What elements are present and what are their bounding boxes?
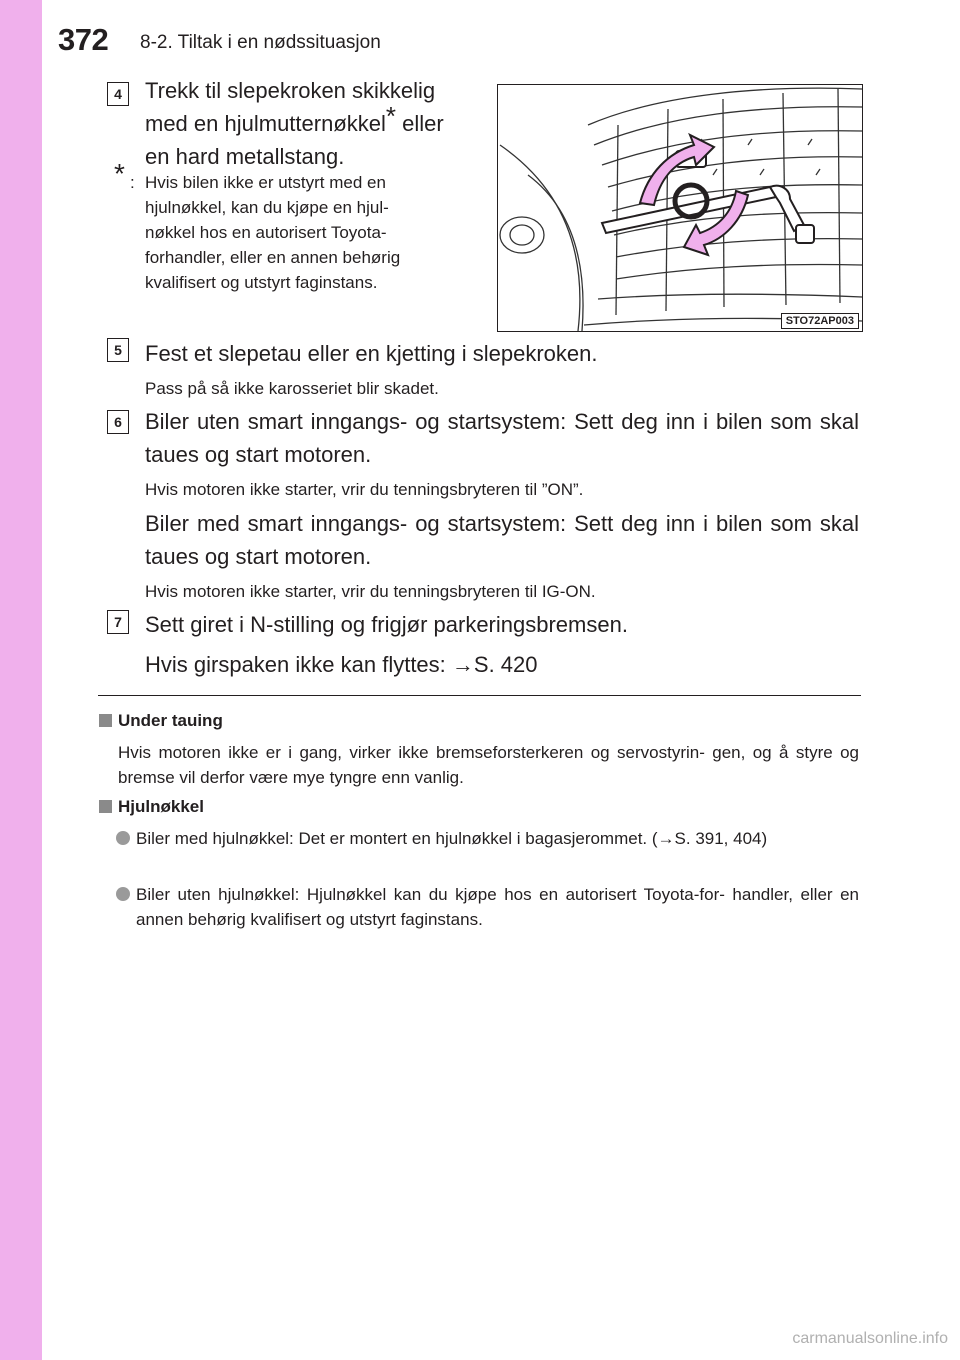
circle-bullet-icon xyxy=(116,887,130,906)
step-7-instruction: Sett giret i N-stilling og frigjør parkeringsbremsen. xyxy=(145,612,628,637)
info-heading-wrench: Hjulnøkkel xyxy=(99,794,204,819)
section-divider xyxy=(98,695,861,696)
footnote-text: Hvis bilen ikke er utstyrt med en hjulnøkkel, kan du kjøpe en hjul- nøkkel hos en autorisert Toyota- forhandler, eller en annen behørig kvalifisert og utstyrt faginstans. xyxy=(145,173,401,292)
section-color-strip xyxy=(0,0,42,1360)
grille-wrench-drawing xyxy=(498,85,862,331)
footer-watermark: carmanualsonline.info xyxy=(792,1330,948,1347)
step-number-5: 5 xyxy=(107,338,129,362)
step-6-note: Hvis motoren ikke starter, vrir du tenningsbryteren til ”ON”. xyxy=(145,480,584,499)
info-bullet-2: Biler uten hjulnøkkel: Hjulnøkkel kan du kjøpe hos en autorisert Toyota-for- handler, eller en annen behørig kvalifisert og utstyrt faginstans. xyxy=(136,885,859,929)
step-5-instruction: Fest et slepetau eller en kjetting i slepekroken. xyxy=(145,341,598,366)
step-4-line-2: med en hjulmutternøkkel* eller xyxy=(145,101,444,136)
footnote-asterisk: * xyxy=(114,158,125,189)
square-bullet-icon xyxy=(99,800,112,813)
info-heading-towing: Under tauing xyxy=(99,708,223,733)
step-5-note: Pass på så ikke karosseriet blir skadet. xyxy=(145,379,439,398)
section-title: 8-2. Tiltak i en nødssituasjon xyxy=(140,32,381,53)
figure-code: STO72AP003 xyxy=(781,313,859,329)
step-number-4: 4 xyxy=(107,82,129,106)
info-bullet-1: Biler med hjulnøkkel: Det er montert en hjulnøkkel i bagasjerommet. (→S. 391, 404) xyxy=(136,829,768,848)
step-6-instruction-alt: Biler med smart inngangs- og startsystem: Sett deg inn i bilen som skal taues og start motoren. xyxy=(145,511,859,569)
step-number-7: 7 xyxy=(107,610,129,634)
towing-hook-illustration xyxy=(497,84,863,332)
square-bullet-icon xyxy=(99,714,112,727)
step-7-reference: Hvis girspaken ikke kan flyttes: →S. 420 xyxy=(145,652,538,677)
step-6-instruction: Biler uten smart inngangs- og startsystem: Sett deg inn i bilen som skal taues og start motoren. xyxy=(145,409,859,467)
step-6-note-alt: Hvis motoren ikke starter, vrir du tenningsbryteren til IG-ON. xyxy=(145,582,596,601)
info-body-towing: Hvis motoren ikke er i gang, virker ikke bremseforsterkeren og servostyrin- gen, og å styre og bremse vil derfor være mye tyngre enn vanlig. xyxy=(118,743,859,787)
circle-bullet-icon xyxy=(116,831,130,850)
footnote-colon: : xyxy=(130,173,135,192)
step-4-line-1: Trekk til slepekroken skikkelig xyxy=(145,78,436,103)
step-4-instruction xyxy=(145,74,477,173)
step-number-6: 6 xyxy=(107,410,129,434)
step-4-line-3: en hard metallstang. xyxy=(145,144,345,169)
page-number: 372 xyxy=(58,22,109,57)
footnote-mark: * xyxy=(385,101,397,131)
